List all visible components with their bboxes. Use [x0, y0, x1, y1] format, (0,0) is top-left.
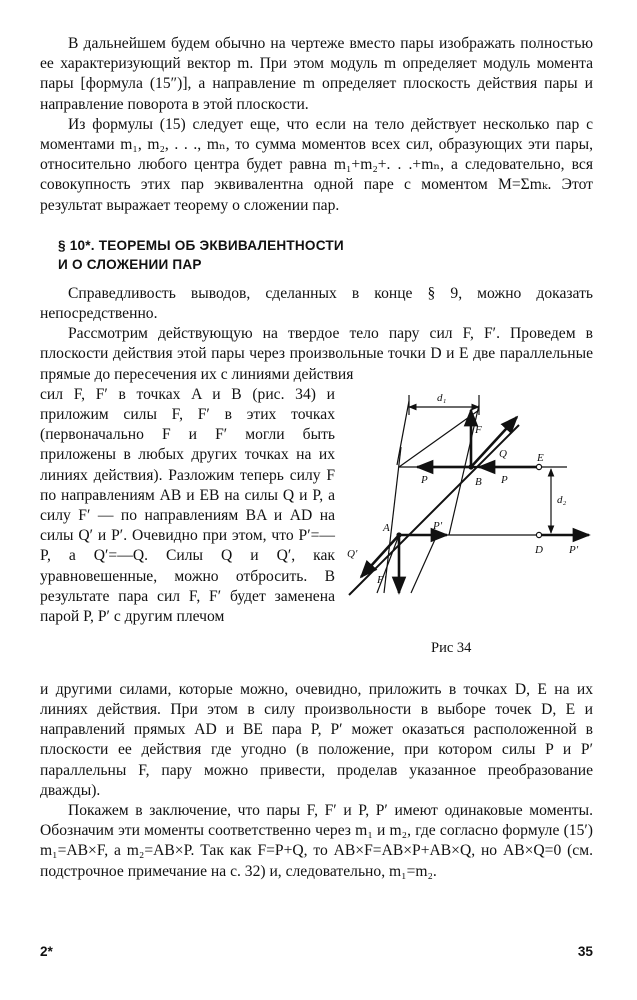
point-d [536, 532, 541, 537]
heading-line-2: И О СЛОЖЕНИИ ПАР [58, 256, 202, 272]
paragraph-4-figure-text: сил F, F′ в точках A и B (рис. 34) и приложим силы F, F′ в этих точках (первоначально F и F′ могли быть приложены в любых других точках на их линиях действия). Разложим теперь силу F по направлениям AB и EB на силы Q и P, а силу F′ — по направлениям BA и AD на силы Q′ и P′. Очевидно при этом, что P′=—P, а Q′=—Q. Силы Q и Q′, как уравновешенные, можно отбросить. В результате пара сил F, F′ будет заменена парой P, P′ с другим плечом [40, 385, 335, 626]
label-f-prime: F′ [377, 573, 387, 586]
page-number: 35 [577, 944, 593, 959]
figure-lines [349, 395, 579, 595]
heading-line-1: § 10*. ТЕОРЕМЫ ОБ ЭКВИВАЛЕНТНОСТИ [58, 237, 344, 253]
label-p-prime-mid: P′ [433, 519, 443, 532]
label-p-right: P [501, 473, 508, 486]
figure-block [40, 385, 593, 680]
arrow-q-prime [361, 535, 399, 577]
figure-34 [339, 385, 597, 680]
paragraph-1: В дальнейшем будем обычно на чертеже вместо пары изображать полностью ее характеризующий вектор m. При этом модуль m определяет модуль момента пары [формула (15″)], а направление m определяет плоскость действия пары и направление поворота в этой плоскости. [40, 35, 593, 113]
label-p-left: P [421, 473, 428, 486]
label-d2: d₂ [557, 493, 567, 506]
point-e [536, 464, 541, 469]
label-d: D [535, 543, 543, 556]
point-b [468, 464, 473, 469]
line-ab [349, 425, 519, 595]
label-e: E [537, 451, 544, 464]
label-q: Q [499, 447, 507, 460]
line-skew-upper [397, 401, 409, 465]
label-p-prime-right: P′ [569, 543, 579, 556]
figure-side-text [40, 385, 335, 680]
label-d1: d₁ [437, 391, 447, 404]
label-a: A [383, 521, 390, 534]
label-q-prime: Q′ [347, 547, 358, 560]
label-b: B [475, 475, 482, 488]
points [536, 464, 541, 537]
label-f: F [475, 423, 482, 436]
section-heading [58, 236, 593, 274]
paragraph-2: Из формулы (15) следует еще, что если на тело действует несколько пар с моментами m₁, m₂, . . ., mₙ, то сумма моментов всех сил, образующих эти пары, относительно любого центра будет равна m₁+m₂+. . .+mₙ, а следовательно, вся совокупность этих пар эквивалентна одной паре с моментом M=Σmₖ. Этот результат выражает теорему о сложении пар. [40, 115, 593, 214]
paragraph-4: Рассмотрим действующую на твердое тело пару сил F, F′. Проведем в плоскости действия этой пары через произвольные точки D и E две параллельные прямые до пересечения их с линиями действия [40, 325, 593, 383]
figure-diagram [339, 385, 597, 635]
lower-right-edge [411, 535, 437, 593]
paragraph-4-rest: и другими силами, которые можно, очевидно, приложить в точках D, E на их линиях действия. При этом в силу произвольности в выборе точек D, E и направлений прямых AD и BE пара P, P′ может оказаться расположенной в плоскости ее действия где угодно (в положение, при котором силы P и P′ параллельны F, пару можно привести, проделав указанное преобразование дважды). [40, 680, 593, 799]
paragraph-5: Покажем в заключение, что пары F, F′ и P, P′ имеют одинаковые моменты. Обозначим эти моменты соответственно через m₁ и m₂, где согласно формуле (15′) m₁=AB×F, а m₂=AB×P. Так как F=P+Q, то AB×F=AB×P+AB×Q, но AB×Q=0 (см. подстрочное примечание на с. 32) и, следовательно, m₁=m₂. [40, 802, 593, 880]
page-footer [40, 944, 593, 959]
point-a [396, 532, 401, 537]
figure-caption: Рис 34 [431, 639, 472, 656]
paragraph-3: Справедливость выводов, сделанных в конце § 9, можно доказать непосредственно. [40, 284, 593, 323]
signature-mark: 2* [40, 944, 53, 959]
